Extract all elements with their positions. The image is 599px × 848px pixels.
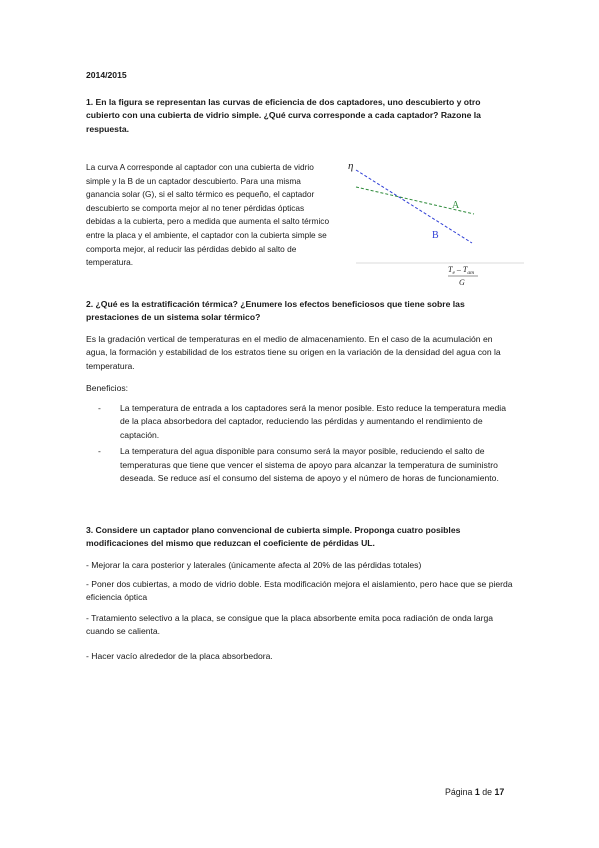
- efficiency-curves-figure: [348, 157, 528, 289]
- question-3: 3. Considere un captador plano convencional de cubierta simple. Proponga cuatro posibles modificaciones del mismo que reduzcan el coeficiente de pérdidas UL.: [86, 525, 461, 549]
- answer-1: La curva A corresponde al captador con una cubierta de vidrio simple y la B de un captador descubierto. Para una misma ganancia solar (G), si el salto térmico es pequeño, el captador descubierto se comporta mejor al no tener pérdidas ópticas debidas a la cubierta, pero a medida que aumenta el salto térmico entre la placa y el ambiente, el captador con la cubierta simple se comporta mejor, al reducir las pérdidas debido al salto de temperatura.: [86, 162, 330, 268]
- x-axis-subscript-2: am: [467, 270, 475, 276]
- x-axis-numerator-term-2: T: [462, 265, 468, 274]
- x-axis-minus: –: [456, 265, 461, 274]
- benefits-title: Beneficios:: [86, 383, 129, 393]
- answer-2-definition: Es la gradación vertical de temperaturas en el medio de almacenamiento. En el caso de la acumulación en agua, la formación y estabilidad de los estratos tiene su origen en la variación de la densidad del agua con la temperatura.: [86, 334, 501, 371]
- page-current: 1: [474, 787, 480, 797]
- curve-a-label: A: [452, 200, 460, 211]
- x-axis-subscript-1: e: [452, 270, 455, 276]
- x-axis-denominator: G: [459, 278, 465, 287]
- benefit-text: La temperatura del agua disponible para consumo será la mayor posible, reduciendo el salto de temperaturas que tiene que vencer el sistema de apoyo para alcanzar la temperatura de suministro deseada. Se reduce así el consumo del sistema de apoyo y el número de horas de funcionamiento.: [120, 446, 499, 484]
- page-of-word: de: [482, 787, 493, 797]
- modification-item: - Poner dos cubiertas, a modo de vidrio doble. Esta modificación mejora el aislamiento, pero hace que se pierda eficiencia óptica: [86, 579, 513, 603]
- modification-item: - Hacer vacío alrededor de la placa absorbedora.: [86, 651, 273, 661]
- question-2: 2. ¿Qué es la estratificación térmica? ¿Enumere los efectos beneficiosos que tiene sobre las prestaciones de un sistema solar térmico?: [86, 299, 465, 323]
- curve-b-label: B: [432, 230, 439, 241]
- y-axis-label: η: [348, 160, 354, 172]
- page-number: [445, 787, 504, 797]
- bullet-marker: -: [98, 403, 101, 413]
- benefit-item: [98, 402, 516, 442]
- bullet-marker: -: [98, 446, 101, 457]
- benefits-list: [98, 402, 516, 488]
- benefit-text: La temperatura de entrada a los captadores será la menor posible. Esto reduce la temperatura media de la placa absorbedora del captador, reduciendo las pérdidas y aumentando el rendimiento de captación.: [120, 403, 506, 440]
- academic-year: 2014/2015: [86, 70, 127, 80]
- x-axis-numerator-term-1: T: [448, 265, 453, 274]
- modification-item: - Mejorar la cara posterior y laterales (únicamente afecta al 20% de las pérdidas totales): [86, 560, 422, 570]
- page-total: 17: [494, 787, 505, 797]
- svg-text:Te–Tam: [448, 265, 474, 276]
- modification-item: - Tratamiento selectivo a la placa, se consigue que la placa absorbente emita poca radiación de onda larga cuando se calienta.: [86, 613, 494, 637]
- page-word: Página: [445, 787, 473, 797]
- x-axis-label: [448, 265, 478, 287]
- question-1: 1. En la figura se representan las curvas de eficiencia de dos captadores, uno descubierto y otro cubierto con una cubierta de vidrio simple. ¿Qué curva corresponde a cada captador? Razone la respuesta.: [86, 97, 481, 134]
- efficiency-chart: [348, 157, 528, 289]
- benefit-item: [98, 445, 516, 485]
